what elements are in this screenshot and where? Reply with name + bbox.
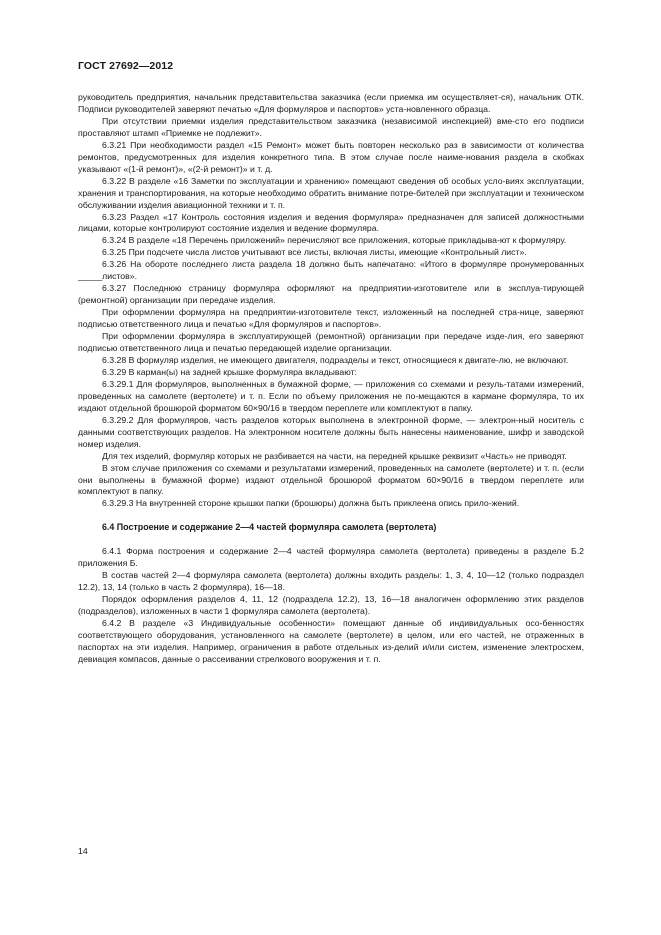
paragraph: 6.3.29.3 На внутренней стороне крышки папки (брошюры) должна быть приклеена опись прило-жений. <box>102 498 520 509</box>
paragraph: 6.3.29 В карман(ы) на задней крышке формуляра вкладывают: <box>102 366 357 377</box>
paragraph: В состав частей 2—4 формуляра самолета (вертолета) должны входить разделы: 1, 3, 4, 10—12 (только подраздел 12.2), 13, 14 (только в часть 2 формуляра), 16—18. <box>78 570 584 593</box>
paragraph: При отсутствии приемки изделия представительством заказчика (независимой инспекцией) вме-сто его подписи проставляют штамп «Приемке не подлежит». <box>78 115 584 138</box>
paragraph: 6.3.29.1 Для формуляров, выполненных в бумажной форме, — приложения со схемами и резуль-татами измерений, проведенных на самолете (вертолете) и т. п. Если по объему приложения не по-мещаются в кармане формуляра, то их издают отдельной брошюрой форматом 60×90/16 в твердом переплете или комплектуют в папку. <box>78 378 584 413</box>
paragraph: При оформлении формуляра на предприятии-изготовителе текст, изложенный на последней стра-нице, заверяют подписью ответственного лица и печатью «Для формуляров и паспортов». <box>78 307 584 330</box>
paragraph: 6.3.21 При необходимости раздел «15 Ремонт» может быть повторен несколько раз в зависимости от количества ремонтов, предусмотренных для изделия конкретного типа. В этом случае после наиме-нования раздела в скобках указывают «(1-й ремонт)», «(2-й ремонт)» и т. д. <box>78 139 584 174</box>
paragraph: Для тех изделий, формуляр которых не разбивается на части, на передней крышке реквизит «Часть» не приводят. <box>102 450 567 461</box>
page-body <box>78 92 584 666</box>
paragraph: 6.3.28 В формуляр изделия, не имеющего двигателя, подразделы и текст, относящиеся к двигате-лю, не включают. <box>102 354 569 365</box>
page-number: 14 <box>78 846 88 856</box>
paragraph: Порядок оформления разделов 4, 11, 12 (подраздела 12.2), 13, 16—18 аналогичен оформлению этих разделов (подразделов), изложенных в части 1 формуляра самолета (вертолета). <box>78 594 584 617</box>
paragraph: 6.3.23 Раздел «17 Контроль состояния изделия и ведения формуляра» предназначен для записей должностными лицами, которые контролируют состояние изделия и ведение формуляра. <box>78 211 584 234</box>
paragraph: 6.3.24 В разделе «18 Перечень приложений» перечисляют все приложения, которые прикладыва-ют к формуляру. <box>102 235 567 246</box>
paragraph: руководитель предприятия, начальник представительства заказчика (если приемка им осуществляет-ся), начальник ОТК. Подписи руководителей заверяют печатью «Для формуляров и паспортов» уста-новленного образца. <box>78 92 584 114</box>
paragraph: 6.3.29.2 Для формуляров, часть разделов которых выполнена в электронной форме, — электрон-ный носитель с данными соответствующих разделов. На электронном носителе должны быть нанесены наименование, шифр и заводской номер изделия. <box>78 414 584 449</box>
paragraph: В этом случае приложения со схемами и результатами измерений, проведенных на самолете (вертолете) и т. п. (если они выполнены в бумажной форме) издают отдельной брошюрой форматом 60×90/16 в твердом переплете или комплектуют в папку. <box>78 462 584 497</box>
section-heading: 6.4 Построение и содержание 2—4 частей формуляра самолета (вертолета) <box>102 522 437 533</box>
paragraph: 6.4.2 В разделе «3 Индивидуальные особенности» помещают данные об индивидуальных осо-бенностях соответствующего оборудования, установленного на самолете (вертолете) в целом, или его частей, не отраженных в паспортах на эти изделия. Например, ограничения в работе отдельных из-делий и/или систем, изменение электросхем, девиация компасов, данные о рассеивании стрелкового вооружения и т. п. <box>78 618 584 664</box>
document-header: ГОСТ 27692—2012 <box>78 60 174 72</box>
paragraph: 6.3.25 При подсчете числа листов учитывают все листы, включая листы, имеющие «Контрольный лист». <box>102 247 527 258</box>
paragraph: 6.3.26 На обороте последнего листа раздела 18 должно быть напечатано: «Итого в формуляре пронумерованных _____листов». <box>78 259 584 282</box>
paragraph: 6.3.27 Последнюю страницу формуляра оформляют на предприятии-изготовителе или в эксплуа-тирующей (ремонтной) организации при передаче изделия. <box>78 283 584 306</box>
paragraph: 6.3.22 В разделе «16 Заметки по эксплуатации и хранению» помещают сведения об особых усло-виях эксплуатации, хранения и транспортирования, на которые необходимо обратить внимание потре-бителей при эксплуатации и техническом обслуживании изделия авиационной техники и т. п. <box>78 175 584 210</box>
paragraph: 6.4.1 Форма построения и содержание 2—4 частей формуляра самолета (вертолета) приведены в разделе Б.2 приложения Б. <box>78 546 584 569</box>
paragraph: При оформлении формуляра в эксплуатирующей (ремонтной) организации при передаче изде-лия, его заверяют подписью ответственного лица и печатью передающей изделие организации. <box>78 331 584 354</box>
